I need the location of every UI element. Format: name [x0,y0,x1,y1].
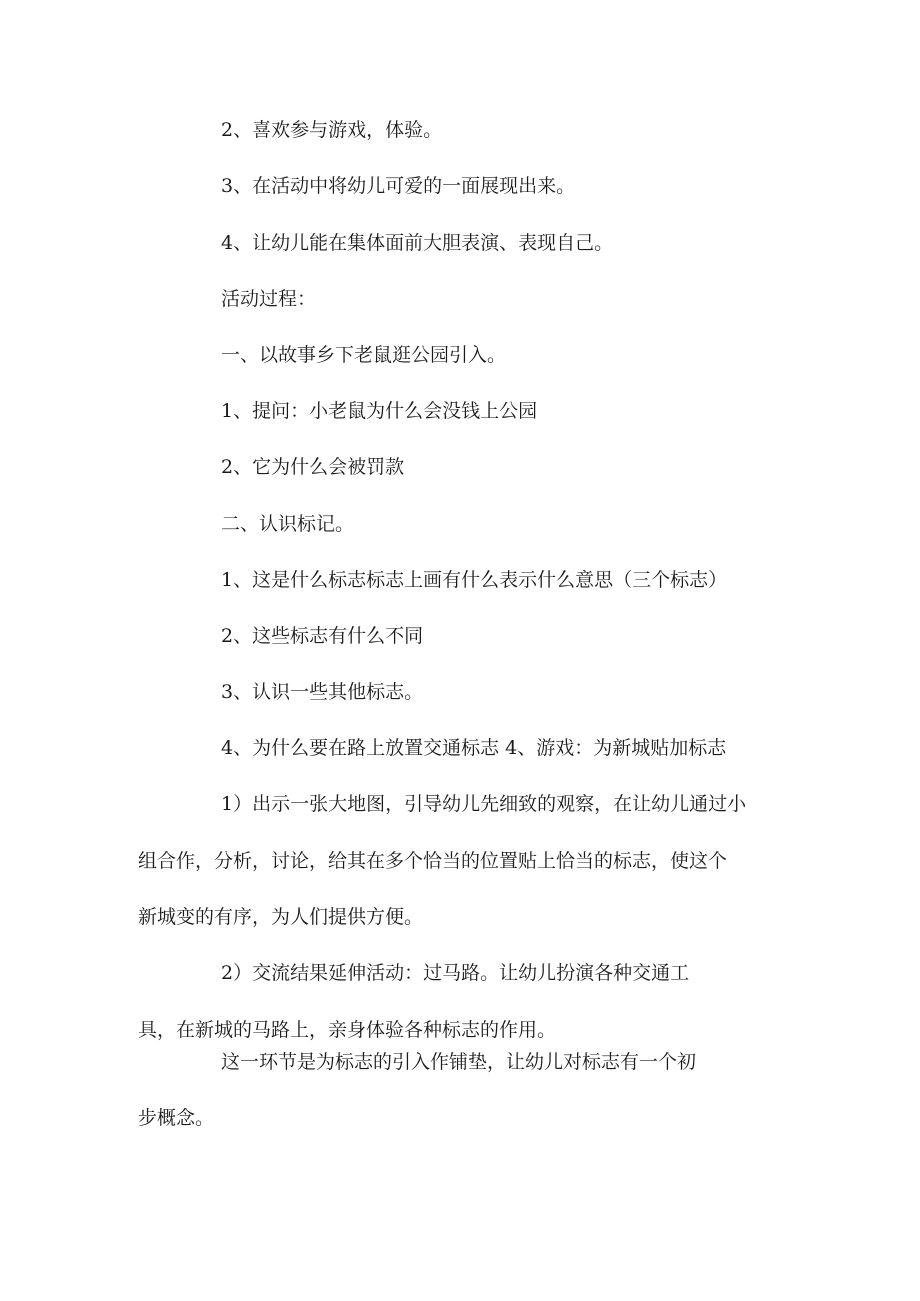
step-two-item-3: 3、认识一些其他标志。 [221,681,424,703]
game-item-1-line-3: 新城变的有序，为人们提供方便。 [138,906,424,928]
goal-item-4: 4、让幼儿能在集体面前大胆表演、表现自己。 [221,232,614,254]
step-two-item-1: 1、这是什么标志标志上画有什么表示什么意思（三个标志） [221,569,728,591]
step-two-item-4: 4、为什么要在路上放置交通标志 4、游戏：为新城贴加标志 [221,737,727,759]
section-heading-process: 活动过程： [221,288,317,310]
note-line-1: 这一环节是为标志的引入作铺垫，让幼儿对标志有一个初 [221,1051,697,1073]
step-one-heading: 一、以故事乡下老鼠逛公园引入。 [221,344,507,366]
game-item-1-line-2: 组合作，分析，讨论，给其在多个恰当的位置贴上恰当的标志，使这个 [138,850,728,872]
step-one-item-2: 2、它为什么会被罚款 [221,456,405,478]
goal-item-2: 2、喜欢参与游戏，体验。 [221,119,443,141]
goal-item-3: 3、在活动中将幼儿可爱的一面展现出来。 [221,175,576,197]
game-item-2-line-1: 2）交流结果延伸活动：过马路。让幼儿扮演各种交通工 [221,962,690,984]
step-one-item-1: 1、提问：小老鼠为什么会没钱上公园 [221,400,538,422]
step-two-item-2: 2、这些标志有什么不同 [221,625,424,647]
step-two-heading: 二、认识标记。 [221,513,355,535]
game-item-2-line-2: 具，在新城的马路上，亲身体验各种标志的作用。 [138,1019,557,1041]
note-line-2: 步概念。 [138,1107,215,1129]
game-item-1-line-1: 1）出示一张大地图，引导幼儿先细致的观察，在让幼儿通过小 [221,793,747,815]
